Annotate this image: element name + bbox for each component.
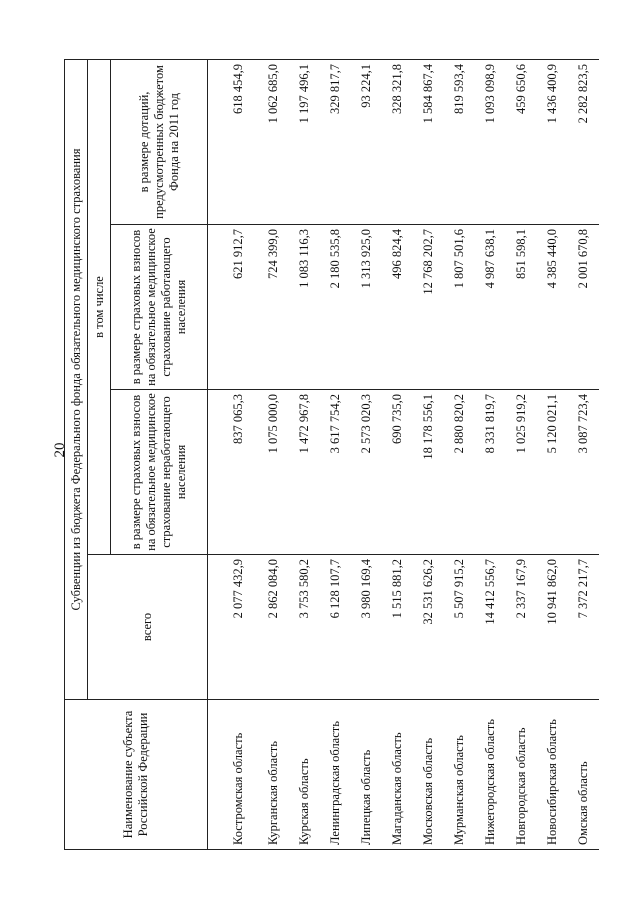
working-cell: 621 912,7 [208,225,259,390]
subventions-table [64,59,599,850]
table-row [568,59,599,849]
working-cell: 1 313 925,0 [351,225,382,390]
header-group: Субвенции из бюджета Федерального фонда обязательного медицинского страхования [65,59,88,699]
total-cell: 6 128 107,7 [320,555,351,700]
table-row [320,59,351,849]
total-cell: 2 077 432,9 [208,555,259,700]
region-cell: Новосибирская область [537,700,568,850]
working-cell: 4 385 440,0 [537,225,568,390]
subsidy-cell: 819 593,4 [444,59,475,224]
nonworking-cell: 3 617 754,2 [320,390,351,555]
region-cell: Московская область [413,700,444,850]
total-cell: 14 412 556,7 [475,555,506,700]
rotated-page-content [64,60,590,850]
region-cell: Новгородская область [506,700,537,850]
nonworking-cell: 1 075 000,0 [258,390,289,555]
table-row [537,59,568,849]
table-row [351,59,382,849]
subsidy-cell: 1 062 685,0 [258,59,289,224]
header-subsidy: в размере дотаций, предусмотренных бюджетом Фонда на 2011 год [111,59,208,224]
subsidy-cell: 328 321,8 [382,59,413,224]
region-cell: Ленинградская область [320,700,351,850]
total-cell: 3 980 169,4 [351,555,382,700]
subsidy-cell: 1 584 867,4 [413,59,444,224]
table-row [444,59,475,849]
table-row [289,59,320,849]
region-cell: Курганская область [258,700,289,850]
nonworking-cell: 837 065,3 [208,390,259,555]
region-cell: Омская область [568,700,599,850]
total-cell: 2 337 167,9 [506,555,537,700]
subsidy-cell: 1 197 496,1 [289,59,320,224]
subsidy-cell: 2 282 823,5 [568,59,599,224]
region-cell: Нижегородская область [475,700,506,850]
nonworking-cell: 18 178 556,1 [413,390,444,555]
region-cell: Магаданская область [382,700,413,850]
table-row [382,59,413,849]
nonworking-cell: 2 573 020,3 [351,390,382,555]
header-total: всего [88,555,208,700]
total-cell: 7 372 217,7 [568,555,599,700]
total-cell: 10 941 862,0 [537,555,568,700]
nonworking-cell: 1 472 967,8 [289,390,320,555]
subsidy-cell: 93 224,1 [351,59,382,224]
subsidy-cell: 329 817,7 [320,59,351,224]
working-cell: 851 598,1 [506,225,537,390]
header-nonworking: в размере страховых взносов на обязательное медицинское страхование неработающего населения [111,390,208,555]
table-header [65,59,208,849]
total-cell: 5 507 915,2 [444,555,475,700]
total-cell: 3 753 580,2 [289,555,320,700]
table-row [258,59,289,849]
working-cell: 496 824,4 [382,225,413,390]
header-working: в размере страховых взносов на обязательное медицинское страхование работающего населения [111,225,208,390]
working-cell: 1 083 116,3 [289,225,320,390]
nonworking-cell: 2 880 820,2 [444,390,475,555]
nonworking-cell: 690 735,0 [382,390,413,555]
working-cell: 2 180 535,8 [320,225,351,390]
table-row [208,59,259,849]
working-cell: 724 399,0 [258,225,289,390]
working-cell: 4 987 638,1 [475,225,506,390]
table-row [475,59,506,849]
page-number: 20 [52,442,68,458]
table-body [208,59,600,849]
total-cell: 32 531 626,2 [413,555,444,700]
header-including: в том числе [88,59,111,554]
header-region: Наименование субъекта Российской Федерации [65,700,208,850]
table-row [413,59,444,849]
region-cell: Костромская область [208,700,259,850]
subsidy-cell: 618 454,9 [208,59,259,224]
table-row [506,59,537,849]
working-cell: 2 001 670,8 [568,225,599,390]
total-cell: 1 515 881,2 [382,555,413,700]
subsidy-cell: 1 436 400,9 [537,59,568,224]
subsidy-cell: 459 650,6 [506,59,537,224]
region-cell: Курская область [289,700,320,850]
working-cell: 1 807 501,6 [444,225,475,390]
nonworking-cell: 5 120 021,1 [537,390,568,555]
region-cell: Липецкая область [351,700,382,850]
nonworking-cell: 8 331 819,7 [475,390,506,555]
subsidy-cell: 1 093 098,9 [475,59,506,224]
nonworking-cell: 3 087 723,4 [568,390,599,555]
total-cell: 2 862 084,0 [258,555,289,700]
region-cell: Мурманская область [444,700,475,850]
working-cell: 12 768 202,7 [413,225,444,390]
nonworking-cell: 1 025 919,2 [506,390,537,555]
